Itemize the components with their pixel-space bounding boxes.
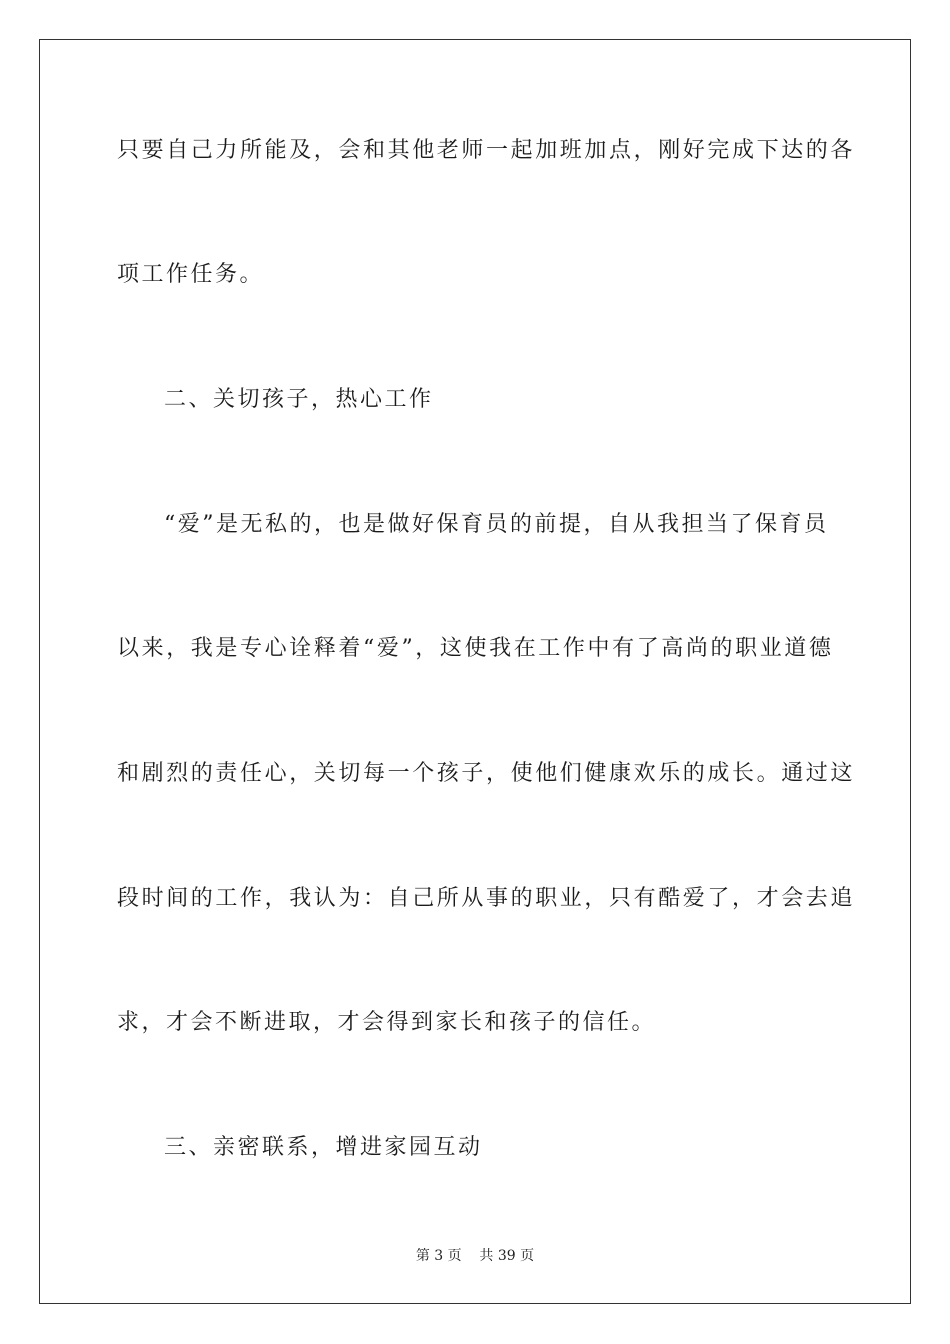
paragraph-line: 求，才会不断进取，才会得到家长和孩子的信任。 — [117, 1010, 657, 1035]
paragraph-line: “爱”是无私的，也是做好保育员的前提，自从我担当了保育员 — [164, 512, 829, 537]
paragraph-line: 以来，我是专心诠释着“爱”，这使我在工作中有了高尚的职业道德 — [117, 636, 834, 661]
section-heading: 二、关切孩子，热心工作 — [164, 387, 434, 412]
paragraph-line: 和剧烈的责任心，关切每一个孩子，使他们健康欢乐的成长。通过这 — [117, 761, 856, 786]
paragraph-line: 只要自己力所能及，会和其他老师一起加班加点，刚好完成下达的各 — [117, 138, 856, 163]
paragraph-line: 段时间的工作，我认为：自己所从事的职业，只有酷爱了，才会去追 — [117, 886, 856, 911]
section-heading: 三、亲密联系，增进家园互动 — [164, 1135, 483, 1160]
page-number-footer: 第 3 页 共 39 页 — [415, 1248, 535, 1264]
page-frame — [39, 39, 911, 1304]
paragraph-line: 项工作任务。 — [117, 262, 265, 287]
